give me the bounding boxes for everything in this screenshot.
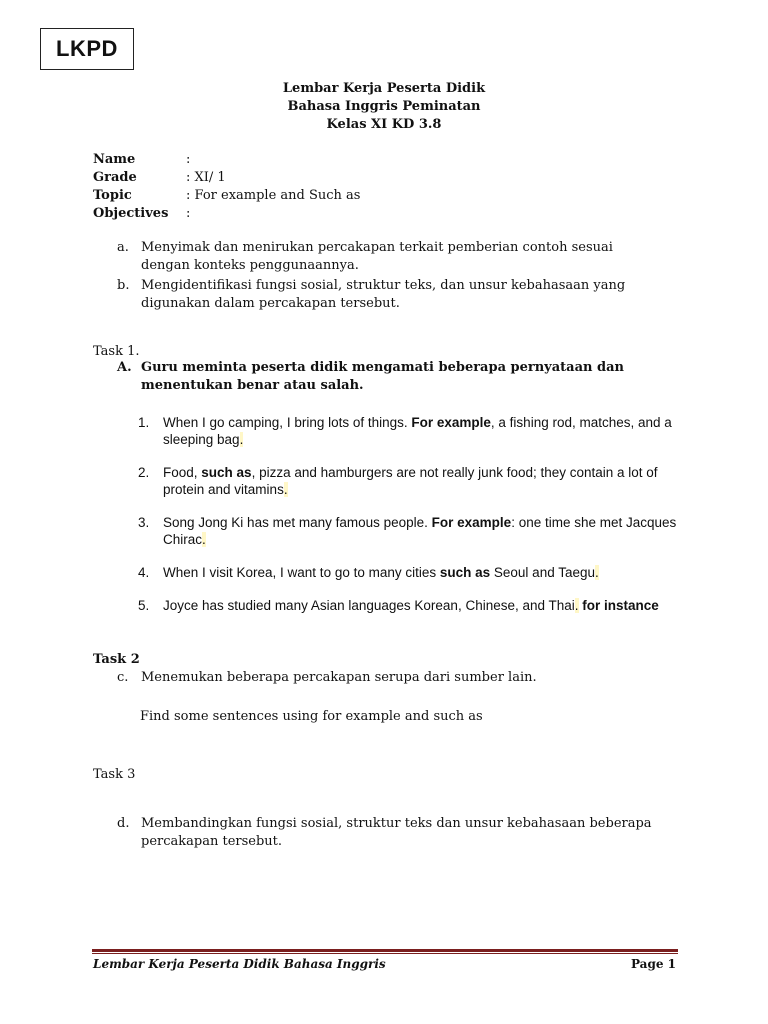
identity-row-grade xyxy=(93,169,360,187)
document-header xyxy=(0,80,768,134)
objective-text: Mengidentifikasi fungsi sosial, struktur teks, dan unsur kebahasaan yang digunakan dalam percakapan tersebut. xyxy=(141,278,626,311)
statement-post: Seoul and Taegu xyxy=(490,565,595,580)
statement-number: 1. xyxy=(138,415,150,430)
instruction-line-1: Guru meminta peserta didik mengamati beberapa pernyataan dan xyxy=(141,360,624,375)
statement-pre: Song Jong Ki has met many famous people. xyxy=(163,515,432,530)
statement-pre: Food, xyxy=(163,465,202,480)
statement-text xyxy=(163,514,678,548)
statement-number: 3. xyxy=(138,515,150,530)
identity-label: Name xyxy=(93,152,136,167)
identity-table xyxy=(93,151,360,223)
statement-end: . xyxy=(239,432,244,447)
statement-pre: When I go camping, I bring lots of things. xyxy=(163,415,412,430)
task-2-marker: c. xyxy=(117,670,129,685)
task-1-instruction xyxy=(117,359,637,395)
statement-keyword: For example xyxy=(431,515,512,530)
statement-item xyxy=(138,464,678,498)
statement-end: . xyxy=(595,565,599,580)
task-2-title: Task 2 xyxy=(93,652,140,667)
task-3-item xyxy=(117,815,677,851)
statement-keyword: such as xyxy=(201,465,252,480)
statement-post: : one time she met Jacques Chirac xyxy=(163,515,677,547)
header-line-1: Lembar Kerja Peserta Didik xyxy=(282,81,486,96)
statement-end: . xyxy=(574,598,579,613)
objectives-list xyxy=(117,239,657,315)
page-number: Page 1 xyxy=(630,957,676,971)
statement-keyword: such as xyxy=(439,565,491,580)
task-3-marker: d. xyxy=(117,816,130,831)
footer-divider-thin xyxy=(92,953,678,954)
identity-label: Objectives xyxy=(93,206,169,221)
statement-keyword: for instance xyxy=(578,598,659,613)
footer-divider xyxy=(92,949,678,952)
statement-number: 2. xyxy=(138,465,150,480)
identity-value: : xyxy=(186,206,191,221)
statement-pre: When I visit Korea, I want to go to many cities xyxy=(163,565,440,580)
objective-marker: a. xyxy=(117,240,129,255)
instruction-line-2: menentukan benar atau salah. xyxy=(141,378,364,393)
instruction-marker: A. xyxy=(117,360,132,375)
task-2-item xyxy=(117,669,657,687)
task-2-find-instruction: Find some sentences using for example and such as xyxy=(140,709,483,724)
objective-marker: b. xyxy=(117,278,130,293)
statement-post: , a fishing rod, matches, and a sleeping bag xyxy=(163,415,672,447)
identity-label: Grade xyxy=(93,170,137,185)
task-2-text: Menemukan beberapa percakapan serupa dari sumber lain. xyxy=(141,670,537,685)
statement-end: . xyxy=(202,532,206,547)
header-line-2: Bahasa Inggris Peminatan xyxy=(287,99,481,114)
task-1-title: Task 1. xyxy=(93,344,140,359)
task-3-text: Membandingkan fungsi sosial, struktur teks dan unsur kebahasaan beberapa percakapan tersebut. xyxy=(141,816,652,849)
statement-item xyxy=(138,514,678,548)
identity-row-name xyxy=(93,151,360,169)
statement-text xyxy=(163,597,659,614)
task-3-title: Task 3 xyxy=(93,767,136,782)
header-line-3: Kelas XI KD 3.8 xyxy=(326,117,442,132)
statement-item xyxy=(138,414,678,448)
statement-item xyxy=(138,564,678,581)
footer-title: Lembar Kerja Peserta Didik Bahasa Inggris xyxy=(93,957,386,971)
objective-text: Menyimak dan menirukan percakapan terkait pemberian contoh sesuai dengan konteks penggunaannya. xyxy=(141,240,613,273)
identity-row-topic xyxy=(93,187,360,205)
objective-item xyxy=(117,277,657,313)
lkpd-badge: LKPD xyxy=(40,28,134,70)
statement-text xyxy=(163,464,678,498)
statement-keyword: For example xyxy=(411,415,491,430)
statement-item xyxy=(138,597,678,614)
statement-pre: Joyce has studied many Asian languages Korean, Chinese, and Thai xyxy=(163,598,575,613)
identity-value: : XI/ 1 xyxy=(186,170,226,185)
identity-value: : For example and Such as xyxy=(186,188,361,203)
statement-post: , pizza and hamburgers are not really junk food; they contain a lot of protein and vitamins xyxy=(163,465,658,497)
identity-value: : xyxy=(186,152,191,167)
identity-label: Topic xyxy=(93,188,132,203)
statement-text xyxy=(163,564,599,581)
statement-number: 4. xyxy=(138,565,150,580)
statement-text xyxy=(163,414,678,448)
identity-row-objectives xyxy=(93,205,360,223)
statement-number: 5. xyxy=(138,598,150,613)
objective-item xyxy=(117,239,657,275)
statement-end: . xyxy=(283,482,288,497)
statement-list xyxy=(138,414,678,630)
